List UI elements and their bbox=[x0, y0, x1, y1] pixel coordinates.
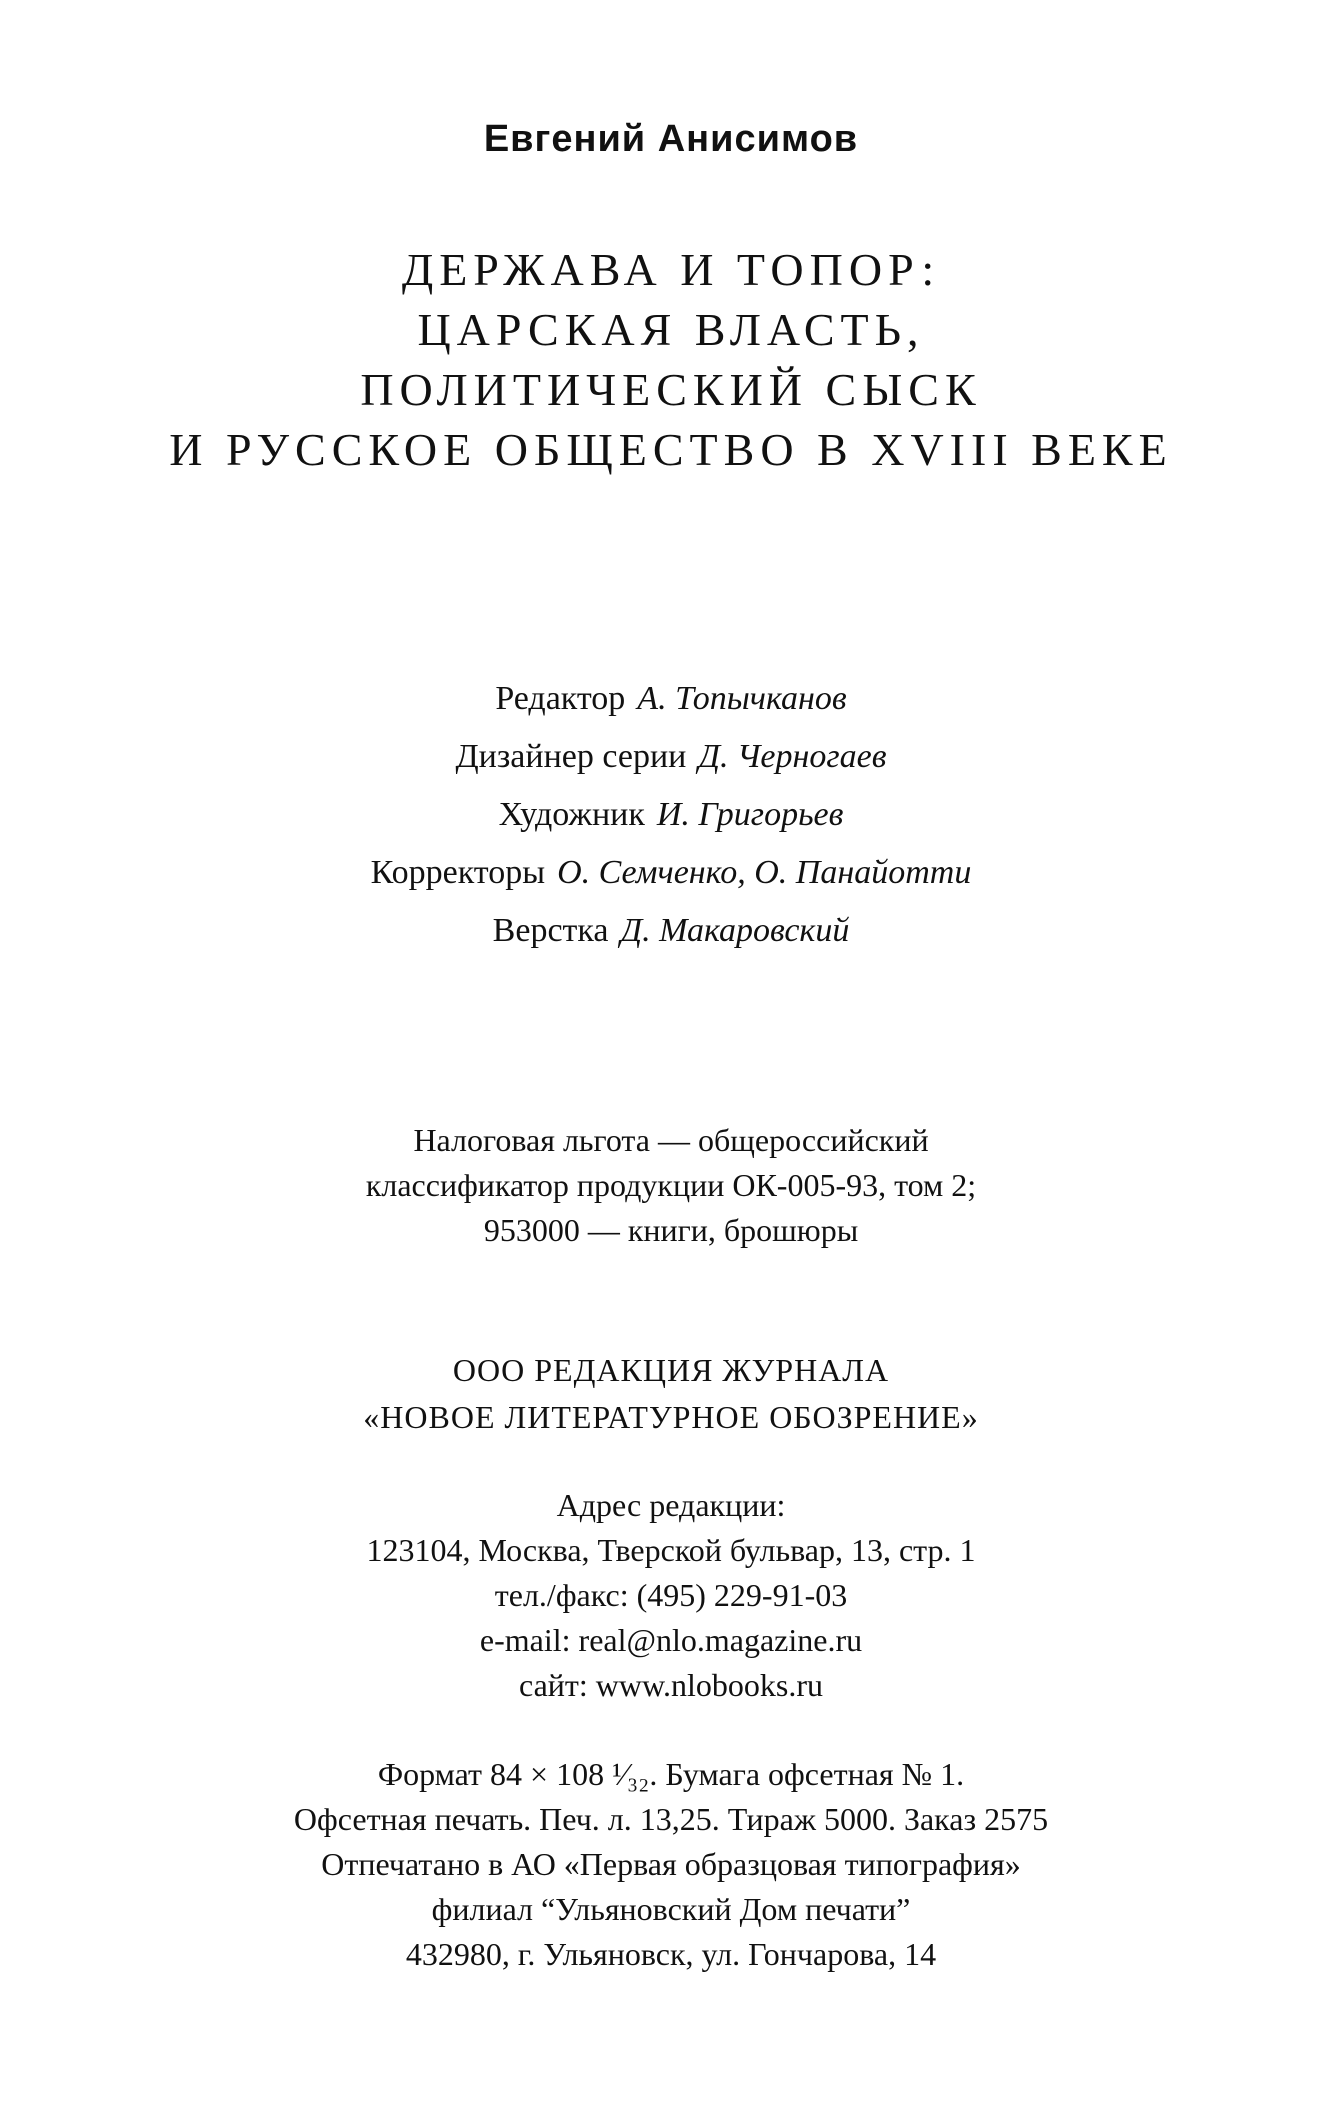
publisher-name bbox=[0, 1347, 1342, 1441]
credit-role: Верстка bbox=[492, 912, 609, 949]
print-details bbox=[0, 1752, 1342, 1977]
print-line: 432980, г. Ульяновск, ул. Гончарова, 14 bbox=[405, 1936, 937, 1972]
publisher-line: ООО РЕДАКЦИЯ ЖУРНАЛА bbox=[452, 1352, 890, 1388]
tax-line: классификатор продукции ОК-005-93, том 2; bbox=[365, 1167, 977, 1203]
book-title bbox=[0, 240, 1342, 480]
publisher-address bbox=[0, 1483, 1342, 1708]
credit-name: И. Григорьев bbox=[656, 796, 844, 833]
credit-role: Дизайнер серии bbox=[455, 738, 687, 775]
title-line: ДЕРЖАВА И ТОПОР: bbox=[401, 244, 941, 295]
tax-line: Налоговая льгота — общероссийский bbox=[413, 1122, 929, 1158]
address-line: e-mail: real@nlo.magazine.ru bbox=[479, 1622, 863, 1658]
credit-name: Д. Черногаев bbox=[698, 738, 887, 775]
credit-layout bbox=[0, 902, 1342, 960]
title-line: И РУССКОЕ ОБЩЕСТВО В XVIII ВЕКЕ bbox=[169, 424, 1173, 475]
address-line: Адрес редакции: bbox=[556, 1487, 786, 1523]
title-line: ЦАРСКАЯ ВЛАСТЬ, bbox=[417, 304, 925, 355]
credits-block bbox=[0, 670, 1342, 960]
credit-artist bbox=[0, 786, 1342, 844]
address-line: тел./факс: (495) 229-91-03 bbox=[494, 1577, 848, 1613]
credit-role: Корректоры bbox=[370, 854, 546, 891]
credit-name: О. Семченко, О. Панайотти bbox=[557, 854, 972, 891]
publisher-line: «НОВОЕ ЛИТЕРАТУРНОЕ ОБОЗРЕНИЕ» bbox=[363, 1399, 979, 1435]
credit-series-designer bbox=[0, 728, 1342, 786]
credit-name: Д. Макаровский bbox=[620, 912, 850, 949]
address-line: 123104, Москва, Тверской бульвар, 13, стр. 1 bbox=[366, 1532, 976, 1568]
credit-editor bbox=[0, 670, 1342, 728]
print-line: Офсетная печать. Печ. л. 13,25. Тираж 5000. Заказ 2575 bbox=[293, 1801, 1049, 1837]
tax-line: 953000 — книги, брошюры bbox=[483, 1212, 859, 1248]
credit-role: Художник bbox=[498, 796, 645, 833]
title-line: ПОЛИТИЧЕСКИЙ СЫСК bbox=[360, 364, 982, 415]
author-name: Евгений Анисимов bbox=[483, 118, 859, 160]
tax-info bbox=[0, 1118, 1342, 1253]
print-line: Отпечатано в АО «Первая образцовая типография» bbox=[321, 1846, 1021, 1882]
address-line: сайт: www.nlobooks.ru bbox=[518, 1667, 824, 1703]
print-line: филиал “Ульяновский Дом печати” bbox=[431, 1891, 911, 1927]
credit-proofreaders bbox=[0, 844, 1342, 902]
print-line: Формат 84 × 108 ¹⁄₃₂. Бумага офсетная № 1. bbox=[377, 1756, 965, 1792]
credit-name: А. Топычканов bbox=[637, 680, 847, 717]
credit-role: Редактор bbox=[495, 680, 626, 717]
